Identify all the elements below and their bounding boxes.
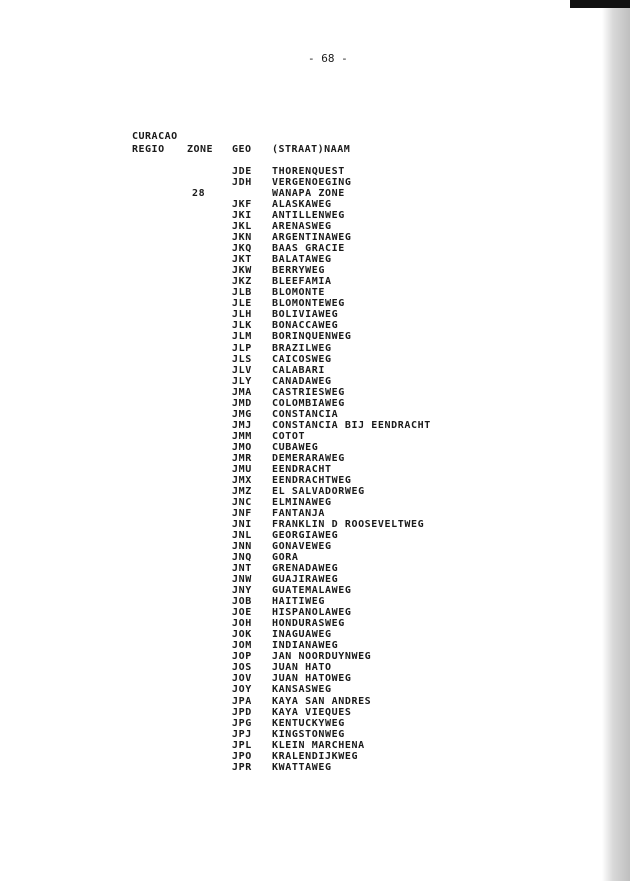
street-name-cell: CALABARI [272, 364, 325, 376]
geo-code-cell: JLS [232, 353, 252, 365]
geo-code-cell: JPL [232, 739, 252, 751]
geo-code-cell: JMU [232, 463, 252, 475]
column-header-zone: ZONE [187, 144, 214, 155]
street-name-cell: KRALENDIJKWEG [272, 750, 359, 762]
street-name-cell: HISPANOLAWEG [272, 607, 352, 619]
geo-code-cell: JMD [232, 397, 252, 409]
geo-code-cell: JNW [232, 574, 252, 586]
street-name-cell: GORA [272, 552, 299, 564]
street-name-cell: BAAS GRACIE [272, 243, 345, 255]
street-name-cell: ALASKAWEG [272, 199, 332, 211]
geo-code-cell: JOS [232, 662, 252, 674]
page-edge-shadow [602, 0, 630, 881]
street-name-cell: DEMERARAWEG [272, 452, 345, 464]
street-name-cell: EENDRACHTWEG [272, 474, 352, 486]
geo-code-cell: JOH [232, 618, 252, 630]
zone-cell: 28 [192, 188, 206, 200]
geo-code-cell: JMG [232, 408, 252, 420]
geo-code-cell: JNC [232, 496, 252, 508]
street-name-cell: KLEIN MARCHENA [272, 739, 365, 751]
street-name-cell: KWATTAWEG [272, 761, 332, 773]
geo-code-cell: JKW [232, 265, 252, 277]
geo-code-cell: JKN [232, 232, 252, 244]
street-name-cell: BLOMONTE [272, 287, 325, 299]
geo-code-cell: JNN [232, 541, 252, 553]
geo-code-cell: JNQ [232, 552, 252, 564]
column-header-regio: REGIO [132, 144, 165, 155]
street-name-cell: BRAZILWEG [272, 342, 332, 354]
geo-code-cell: JKT [232, 254, 252, 266]
street-name-cell: WANAPA ZONE [272, 188, 345, 200]
geo-code-cell: JMO [232, 441, 252, 453]
geo-code-cell: JNI [232, 519, 252, 530]
geo-code-cell: JLB [232, 287, 252, 299]
street-name-cell: KANSASWEG [272, 684, 332, 696]
street-name-cell: CANADAWEG [272, 375, 332, 387]
street-name-cell: COLOMBIAWEG [272, 397, 345, 409]
geo-code-cell: JKQ [232, 243, 252, 255]
geo-code-cell: JPO [232, 750, 252, 762]
geo-code-cell: JNT [232, 563, 252, 575]
geo-code-cell: JPA [232, 695, 252, 707]
street-name-cell: CONSTANCIA [272, 408, 339, 420]
street-name-cell: FRANKLIN D ROOSEVELTWEG [272, 519, 425, 530]
street-name-cell: BERRYWEG [272, 265, 325, 277]
street-name-cell: GRENADAWEG [272, 563, 339, 575]
street-name-cell: ARENASWEG [272, 221, 332, 233]
geo-code-cell: JPR [232, 761, 252, 773]
street-name-cell: KAYA VIEQUES [272, 706, 352, 718]
street-name-cell: BALATAWEG [272, 254, 332, 266]
geo-code-cell: JMZ [232, 485, 252, 497]
street-name-cell: GUAJIRAWEG [272, 574, 339, 586]
scan-corner [570, 0, 630, 8]
geo-code-cell: JKI [232, 210, 252, 222]
geo-code-cell: JPD [232, 706, 252, 718]
street-name-cell: THORENQUEST [272, 166, 345, 177]
geo-code-cell: JDH [232, 177, 252, 189]
street-name-cell: BOLIVIAWEG [272, 309, 339, 321]
street-name-cell: INDIANAWEG [272, 640, 339, 652]
geo-code-cell: JNY [232, 585, 252, 597]
geo-code-cell: JOK [232, 629, 252, 641]
page-number: - 68 - [308, 52, 348, 65]
street-name-cell: COTOT [272, 430, 306, 442]
street-name-cell: VERGENOEGING [272, 177, 352, 189]
geo-code-cell: JNL [232, 530, 252, 542]
geo-code-cell: JDE [232, 166, 252, 177]
geo-code-cell: JMR [232, 452, 252, 464]
geo-code-cell: JOB [232, 596, 252, 608]
street-name-cell: JUAN HATOWEG [272, 673, 352, 685]
column-header-naam: (STRAAT)NAAM [272, 144, 351, 155]
street-name-cell: GUATEMALAWEG [272, 585, 352, 597]
street-name-cell: CAICOSWEG [272, 353, 332, 365]
geo-code-cell: JMX [232, 474, 252, 486]
street-name-cell: GEORGIAWEG [272, 530, 339, 542]
street-name-cell: BLOMONTEWEG [272, 298, 345, 310]
street-name-cell: BONACCAWEG [272, 320, 339, 332]
geo-code-cell: JOY [232, 684, 252, 696]
street-name-cell: INAGUAWEG [272, 629, 332, 641]
street-name-cell: EENDRACHT [272, 463, 332, 475]
geo-code-cell: JPG [232, 717, 252, 729]
street-name-cell: FANTANJA [272, 507, 325, 519]
geo-code-cell: JLP [232, 342, 252, 354]
street-name-cell: GONAVEWEG [272, 541, 332, 553]
geo-code-cell: JLV [232, 364, 252, 376]
geo-code-cell: JLY [232, 375, 252, 387]
street-name-cell: BORINQUENWEG [272, 331, 352, 343]
street-name-cell: JUAN HATO [272, 662, 332, 674]
geo-code-cell: JNF [232, 507, 252, 519]
geo-code-cell: JLM [232, 331, 252, 343]
column-header-geo: GEO [232, 144, 252, 155]
street-name-cell: KAYA SAN ANDRES [272, 695, 372, 707]
street-name-cell: HAITIWEG [272, 596, 325, 608]
geo-code-cell: JOM [232, 640, 252, 652]
country-heading: CURACAO [132, 131, 178, 142]
geo-code-cell: JMA [232, 386, 252, 398]
street-name-cell: CONSTANCIA BIJ EENDRACHT [272, 419, 431, 431]
street-name-cell: KENTUCKYWEG [272, 717, 345, 729]
geo-code-cell: JLE [232, 298, 252, 310]
geo-code-cell: JKF [232, 199, 252, 211]
street-name-cell: HONDURASWEG [272, 618, 345, 630]
geo-code-cell: JMM [232, 430, 252, 442]
street-name-cell: CUBAWEG [272, 441, 319, 453]
geo-code-cell: JOV [232, 673, 252, 685]
geo-code-cell: JKZ [232, 276, 252, 288]
street-name-cell: JAN NOORDUYNWEG [272, 651, 372, 663]
geo-code-cell: JPJ [232, 728, 252, 740]
street-name-cell: KINGSTONWEG [272, 728, 345, 740]
geo-code-cell: JKL [232, 221, 252, 233]
street-name-cell: CASTRIESWEG [272, 386, 345, 398]
street-name-cell: ANTILLENWEG [272, 210, 345, 222]
geo-code-cell: JLK [232, 320, 252, 332]
street-name-cell: ELMINAWEG [272, 496, 332, 508]
street-name-cell: BLEEFAMIA [272, 276, 332, 288]
street-name-cell: EL SALVADORWEG [272, 485, 365, 497]
geo-code-cell: JLH [232, 309, 252, 321]
geo-code-cell: JOE [232, 607, 252, 619]
street-name-cell: ARGENTINAWEG [272, 232, 352, 244]
geo-code-cell: JOP [232, 651, 252, 663]
geo-code-cell: JMJ [232, 419, 252, 431]
